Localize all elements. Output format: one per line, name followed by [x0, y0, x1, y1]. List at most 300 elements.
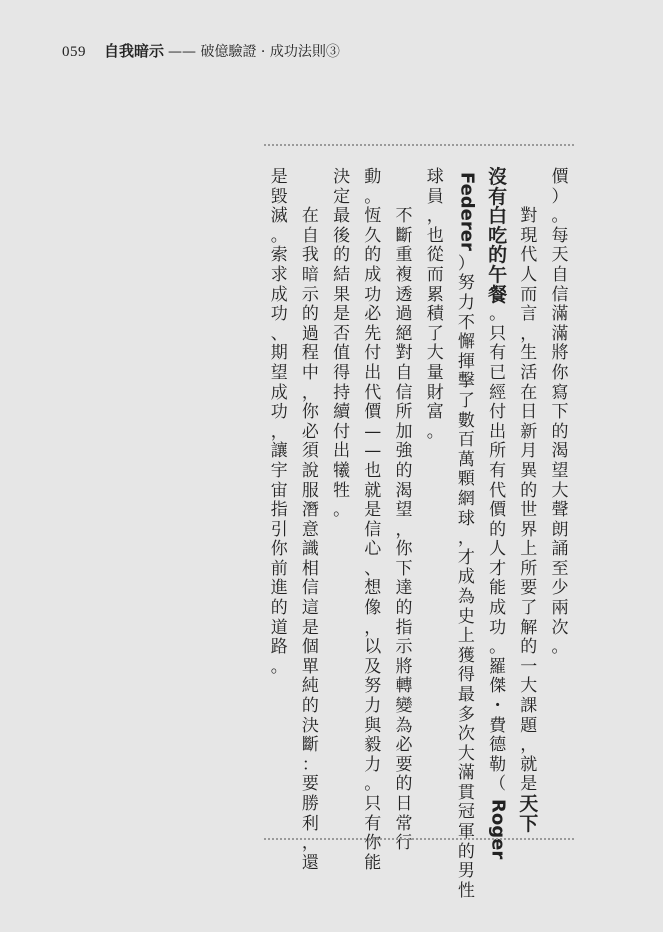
glyph: 你: [270, 539, 288, 560]
glyph: 常: [395, 813, 413, 834]
glyph: 成: [270, 382, 288, 403]
glyph: 寫: [551, 382, 569, 403]
glyph: 付: [364, 343, 382, 364]
glyph: 讓: [270, 441, 288, 462]
glyph: 渴: [395, 480, 413, 501]
glyph: 指: [270, 500, 288, 521]
glyph: 斷: [301, 735, 319, 756]
text-column: [328, 168, 356, 521]
glyph: 有: [489, 343, 507, 364]
glyph: 服: [301, 480, 319, 501]
glyph: 先: [364, 323, 382, 344]
glyph: 的: [488, 244, 508, 267]
glyph: 的: [395, 460, 413, 481]
glyph: 一: [520, 656, 538, 677]
glyph: 能: [364, 852, 382, 873]
glyph: 不: [457, 312, 475, 333]
glyph: 了: [457, 391, 475, 411]
book-subtitle: —— 破億驗證 · 成功法則③: [168, 44, 340, 60]
latin-word: Roger: [487, 799, 509, 860]
bottom-dotted-rule: [264, 838, 574, 840]
glyph: 價: [364, 402, 382, 423]
glyph: 朗: [551, 519, 569, 540]
glyph: 將: [551, 343, 569, 364]
glyph: 沒: [488, 166, 508, 188]
glyph: 每: [551, 225, 569, 246]
glyph: 的: [270, 598, 288, 619]
glyph: 你: [301, 402, 319, 423]
glyph: 望: [395, 500, 413, 521]
glyph: 自: [301, 225, 319, 246]
glyph: 、: [270, 323, 288, 344]
glyph: 毀: [270, 186, 288, 207]
book-title: 自我暗示: [104, 42, 165, 60]
glyph: 功: [489, 617, 507, 638]
glyph: 達: [395, 578, 413, 599]
glyph: 的: [301, 696, 319, 717]
glyph: 天: [551, 245, 569, 266]
glyph: 異: [520, 460, 538, 481]
glyph: 程: [301, 343, 319, 364]
glyph: 價: [489, 500, 507, 521]
glyph: 否: [333, 323, 351, 344]
glyph: 你: [395, 539, 413, 560]
glyph: 要: [395, 754, 413, 775]
glyph: 只: [489, 323, 507, 344]
glyph: 大: [457, 743, 475, 764]
glyph: 決: [333, 167, 351, 187]
glyph: 單: [301, 656, 319, 677]
glyph: 成: [364, 264, 382, 285]
glyph: 路: [270, 637, 288, 658]
text-column: [390, 168, 418, 854]
glyph: 進: [270, 578, 288, 599]
glyph: 加: [395, 421, 413, 442]
glyph: 。: [551, 206, 569, 227]
glyph: 次: [551, 617, 569, 638]
glyph: ，: [426, 206, 444, 227]
glyph: 值: [333, 343, 351, 364]
glyph: 滿: [551, 304, 569, 325]
glyph: 定: [333, 186, 351, 207]
glyph: 及: [364, 656, 382, 677]
glyph: 示: [395, 637, 413, 658]
glyph: 。: [426, 421, 444, 442]
glyph: 付: [333, 421, 351, 442]
glyph: 界: [520, 519, 538, 540]
glyph: 代: [520, 245, 538, 266]
glyph: 餐: [488, 283, 508, 306]
glyph: 的: [457, 841, 475, 862]
glyph: 中: [301, 362, 319, 383]
glyph: 強: [395, 441, 413, 462]
glyph: 聲: [551, 500, 569, 521]
glyph: 就: [364, 480, 382, 501]
glyph: 獲: [457, 645, 475, 666]
glyph: 是: [520, 774, 538, 795]
glyph: 毅: [364, 735, 382, 756]
glyph: 的: [301, 304, 319, 325]
glyph: 而: [426, 264, 444, 285]
glyph: 你: [551, 362, 569, 383]
glyph: ，: [301, 382, 319, 403]
glyph: 量: [426, 362, 444, 383]
glyph: 為: [395, 715, 413, 736]
glyph: 下: [395, 558, 413, 579]
glyph: 上: [457, 626, 475, 647]
glyph: 價: [551, 167, 569, 187]
glyph: 潛: [301, 500, 319, 521]
glyph: 牲: [333, 480, 351, 501]
glyph: 求: [270, 264, 288, 285]
glyph: 軍: [457, 822, 475, 843]
glyph: 宙: [270, 480, 288, 501]
glyph: 力: [457, 293, 475, 314]
glyph: 人: [489, 539, 507, 560]
glyph: ，: [364, 617, 382, 638]
glyph: 大: [426, 343, 444, 364]
glyph: 力: [364, 754, 382, 775]
glyph: 續: [333, 402, 351, 423]
glyph: 了: [426, 323, 444, 344]
glyph: 出: [489, 421, 507, 442]
glyph: 個: [301, 637, 319, 658]
glyph: 出: [333, 441, 351, 462]
glyph: ）: [457, 253, 475, 274]
glyph: 也: [426, 225, 444, 246]
glyph: 恆: [364, 206, 382, 227]
glyph: 白: [488, 205, 508, 228]
glyph: 大: [520, 676, 538, 697]
glyph: 費: [489, 715, 507, 736]
glyph: 變: [395, 696, 413, 717]
glyph: 貫: [457, 782, 475, 803]
glyph: 題: [520, 715, 538, 736]
glyph: 望: [551, 460, 569, 481]
glyph: 所: [395, 402, 413, 423]
glyph: 的: [520, 480, 538, 501]
glyph: 宇: [270, 460, 288, 481]
glyph: 能: [489, 578, 507, 599]
glyph: ，: [457, 528, 475, 549]
glyph: 在: [520, 382, 538, 403]
glyph: 是: [333, 304, 351, 325]
glyph: 示: [301, 284, 319, 305]
glyph: 代: [364, 382, 382, 403]
glyph: 的: [364, 245, 382, 266]
glyph: 索: [270, 245, 288, 266]
glyph: 兩: [551, 598, 569, 619]
glyph: 必: [395, 735, 413, 756]
latin-word: Federer: [456, 172, 478, 251]
glyph: 以: [364, 637, 382, 658]
glyph: 多: [457, 704, 475, 725]
glyph: 才: [489, 558, 507, 579]
text-column: [515, 168, 543, 834]
glyph: 言: [520, 304, 538, 325]
glyph: 滿: [457, 763, 475, 784]
glyph: 冠: [457, 802, 475, 823]
glyph: 男: [457, 861, 475, 882]
glyph: 要: [520, 578, 538, 599]
glyph: 百: [457, 430, 475, 451]
text-column: [546, 168, 574, 658]
glyph: ：: [301, 754, 319, 775]
glyph: 才: [457, 547, 475, 568]
glyph: 久: [364, 225, 382, 246]
glyph: 功: [270, 304, 288, 325]
glyph: 得: [333, 362, 351, 383]
glyph: 經: [489, 382, 507, 403]
glyph: 自: [551, 264, 569, 285]
glyph: 透: [395, 284, 413, 305]
glyph: 對: [395, 343, 413, 364]
glyph: 不: [395, 206, 413, 227]
glyph: 意: [301, 519, 319, 540]
glyph: ）: [551, 186, 569, 207]
text-column: [359, 168, 387, 873]
glyph: 次: [457, 724, 475, 745]
glyph: 代: [489, 480, 507, 501]
page-number: 059: [62, 44, 86, 60]
glyph: 。: [489, 637, 507, 658]
running-header: [62, 40, 340, 64]
glyph: 功: [270, 402, 288, 423]
glyph: 果: [333, 284, 351, 305]
glyph: 出: [364, 362, 382, 383]
glyph: 誦: [551, 539, 569, 560]
glyph: 重: [395, 245, 413, 266]
top-dotted-rule: [264, 144, 574, 146]
glyph: 有: [489, 460, 507, 481]
glyph: 日: [520, 402, 538, 423]
glyph: 天: [519, 793, 539, 815]
glyph: 。: [364, 774, 382, 795]
glyph: ，: [520, 323, 538, 344]
glyph: 日: [395, 794, 413, 814]
glyph: 望: [270, 362, 288, 383]
glyph: 有: [488, 185, 508, 208]
glyph: 要: [301, 774, 319, 795]
glyph: 的: [551, 421, 569, 442]
glyph: 功: [364, 284, 382, 305]
glyph: 成: [457, 567, 475, 588]
text-column: [421, 168, 449, 442]
glyph: 複: [395, 264, 413, 285]
glyph: 球: [426, 167, 444, 187]
glyph: 月: [520, 441, 538, 462]
glyph: 努: [457, 273, 475, 294]
glyph: ，: [395, 519, 413, 540]
glyph: 暗: [301, 264, 319, 285]
glyph: 擊: [457, 371, 475, 392]
glyph: 上: [520, 539, 538, 560]
glyph: ，: [301, 833, 319, 854]
glyph: 勝: [301, 794, 319, 814]
glyph: 大: [551, 480, 569, 501]
glyph: 只: [364, 794, 382, 814]
glyph: 而: [520, 284, 538, 305]
glyph: 揮: [457, 351, 475, 372]
glyph: 球: [457, 508, 475, 529]
glyph: （: [489, 774, 507, 795]
glyph: 與: [364, 715, 382, 736]
glyph: 解: [520, 617, 538, 638]
glyph: 羅: [489, 656, 507, 677]
text-column: [452, 168, 480, 901]
glyph: 心: [364, 539, 382, 560]
glyph: 引: [270, 519, 288, 540]
glyph: 的: [520, 637, 538, 658]
glyph: 萬: [457, 449, 475, 470]
glyph: 德: [489, 735, 507, 756]
glyph: 已: [489, 362, 507, 383]
glyph: 期: [270, 343, 288, 364]
text-column: [296, 168, 324, 873]
text-column: [265, 168, 293, 677]
glyph: —: [364, 421, 382, 442]
glyph: 富: [426, 402, 444, 423]
glyph: 渴: [551, 441, 569, 462]
glyph: 人: [520, 264, 538, 285]
glyph: 自: [395, 362, 413, 383]
glyph: 前: [270, 558, 288, 579]
glyph: 斷: [395, 225, 413, 246]
glyph: 付: [489, 402, 507, 423]
glyph: 吃: [488, 224, 508, 247]
glyph: 網: [457, 488, 475, 509]
glyph: 還: [301, 852, 319, 873]
glyph: 勒: [489, 754, 507, 775]
glyph: 午: [488, 263, 508, 286]
glyph: 懈: [457, 332, 475, 353]
text-column: [484, 168, 512, 863]
glyph: 員: [426, 186, 444, 207]
glyph: 在: [301, 206, 319, 227]
glyph: 。: [270, 225, 288, 246]
glyph: 傑: [489, 676, 507, 697]
glyph: 數: [457, 410, 475, 431]
glyph: 積: [426, 304, 444, 325]
glyph: 最: [457, 684, 475, 705]
glyph: 的: [333, 245, 351, 266]
glyph: 的: [489, 519, 507, 540]
glyph: 像: [364, 598, 382, 619]
glyph: 最: [333, 206, 351, 227]
glyph: 識: [301, 539, 319, 560]
glyph: 轉: [395, 676, 413, 697]
glyph: 活: [520, 362, 538, 383]
glyph: 道: [270, 617, 288, 638]
glyph: 我: [301, 245, 319, 266]
glyph: 動: [364, 167, 382, 187]
glyph: 必: [364, 304, 382, 325]
glyph: 後: [333, 225, 351, 246]
glyph: 說: [301, 460, 319, 481]
glyph: 所: [489, 441, 507, 462]
glyph: 信: [301, 578, 319, 599]
glyph: 是: [364, 500, 382, 521]
glyph: 下: [551, 402, 569, 423]
glyph: 純: [301, 676, 319, 697]
glyph: 對: [520, 206, 538, 227]
glyph: 從: [426, 245, 444, 266]
glyph: 必: [301, 421, 319, 442]
glyph: 是: [301, 617, 319, 638]
glyph: 過: [395, 304, 413, 325]
glyph: 指: [395, 617, 413, 638]
glyph: 犧: [333, 460, 351, 481]
glyph: 滿: [551, 323, 569, 344]
glyph: 少: [551, 578, 569, 599]
glyph: 信: [395, 382, 413, 403]
glyph: 行: [395, 833, 413, 854]
glyph: 利: [301, 813, 319, 834]
glyph: 成: [270, 284, 288, 305]
glyph: 決: [301, 715, 319, 736]
glyph: 現: [520, 225, 538, 246]
glyph: 所: [520, 558, 538, 579]
glyph: 。: [364, 186, 382, 207]
glyph: 了: [520, 598, 538, 619]
glyph: 想: [364, 578, 382, 599]
glyph: 也: [364, 460, 382, 481]
glyph: 結: [333, 264, 351, 285]
vertical-body-text: [262, 166, 574, 901]
glyph: 。: [270, 656, 288, 677]
glyph: 就: [520, 754, 538, 775]
glyph: 、: [364, 558, 382, 579]
glyph: 為: [457, 586, 475, 607]
glyph: 。: [333, 500, 351, 521]
glyph: 持: [333, 382, 351, 403]
glyph: 這: [301, 598, 319, 619]
glyph: —: [364, 441, 382, 462]
glyph: 性: [457, 880, 475, 901]
glyph: 。: [489, 304, 507, 325]
glyph: 信: [364, 519, 382, 540]
glyph: 得: [457, 665, 475, 686]
glyph: 下: [519, 812, 539, 835]
glyph: 世: [520, 500, 538, 521]
glyph: 信: [551, 284, 569, 305]
glyph: 。: [551, 637, 569, 658]
glyph: 你: [364, 833, 382, 854]
glyph: ，: [270, 421, 288, 442]
glyph: 將: [395, 656, 413, 677]
glyph: 財: [426, 382, 444, 403]
glyph: 的: [395, 598, 413, 619]
glyph: 須: [301, 441, 319, 462]
glyph: 史: [457, 606, 475, 627]
glyph: 力: [364, 696, 382, 717]
glyph: 顆: [457, 469, 475, 490]
glyph: 滅: [270, 206, 288, 227]
glyph: ・: [489, 696, 507, 717]
glyph: 過: [301, 323, 319, 344]
glyph: 有: [364, 813, 382, 834]
glyph: 的: [395, 774, 413, 795]
glyph: 課: [520, 696, 538, 717]
glyph: 相: [301, 558, 319, 579]
glyph: ，: [520, 735, 538, 756]
glyph: 至: [551, 558, 569, 579]
glyph: 努: [364, 676, 382, 697]
glyph: 絕: [395, 323, 413, 344]
glyph: 新: [520, 421, 538, 442]
glyph: 生: [520, 343, 538, 364]
glyph: 累: [426, 284, 444, 305]
